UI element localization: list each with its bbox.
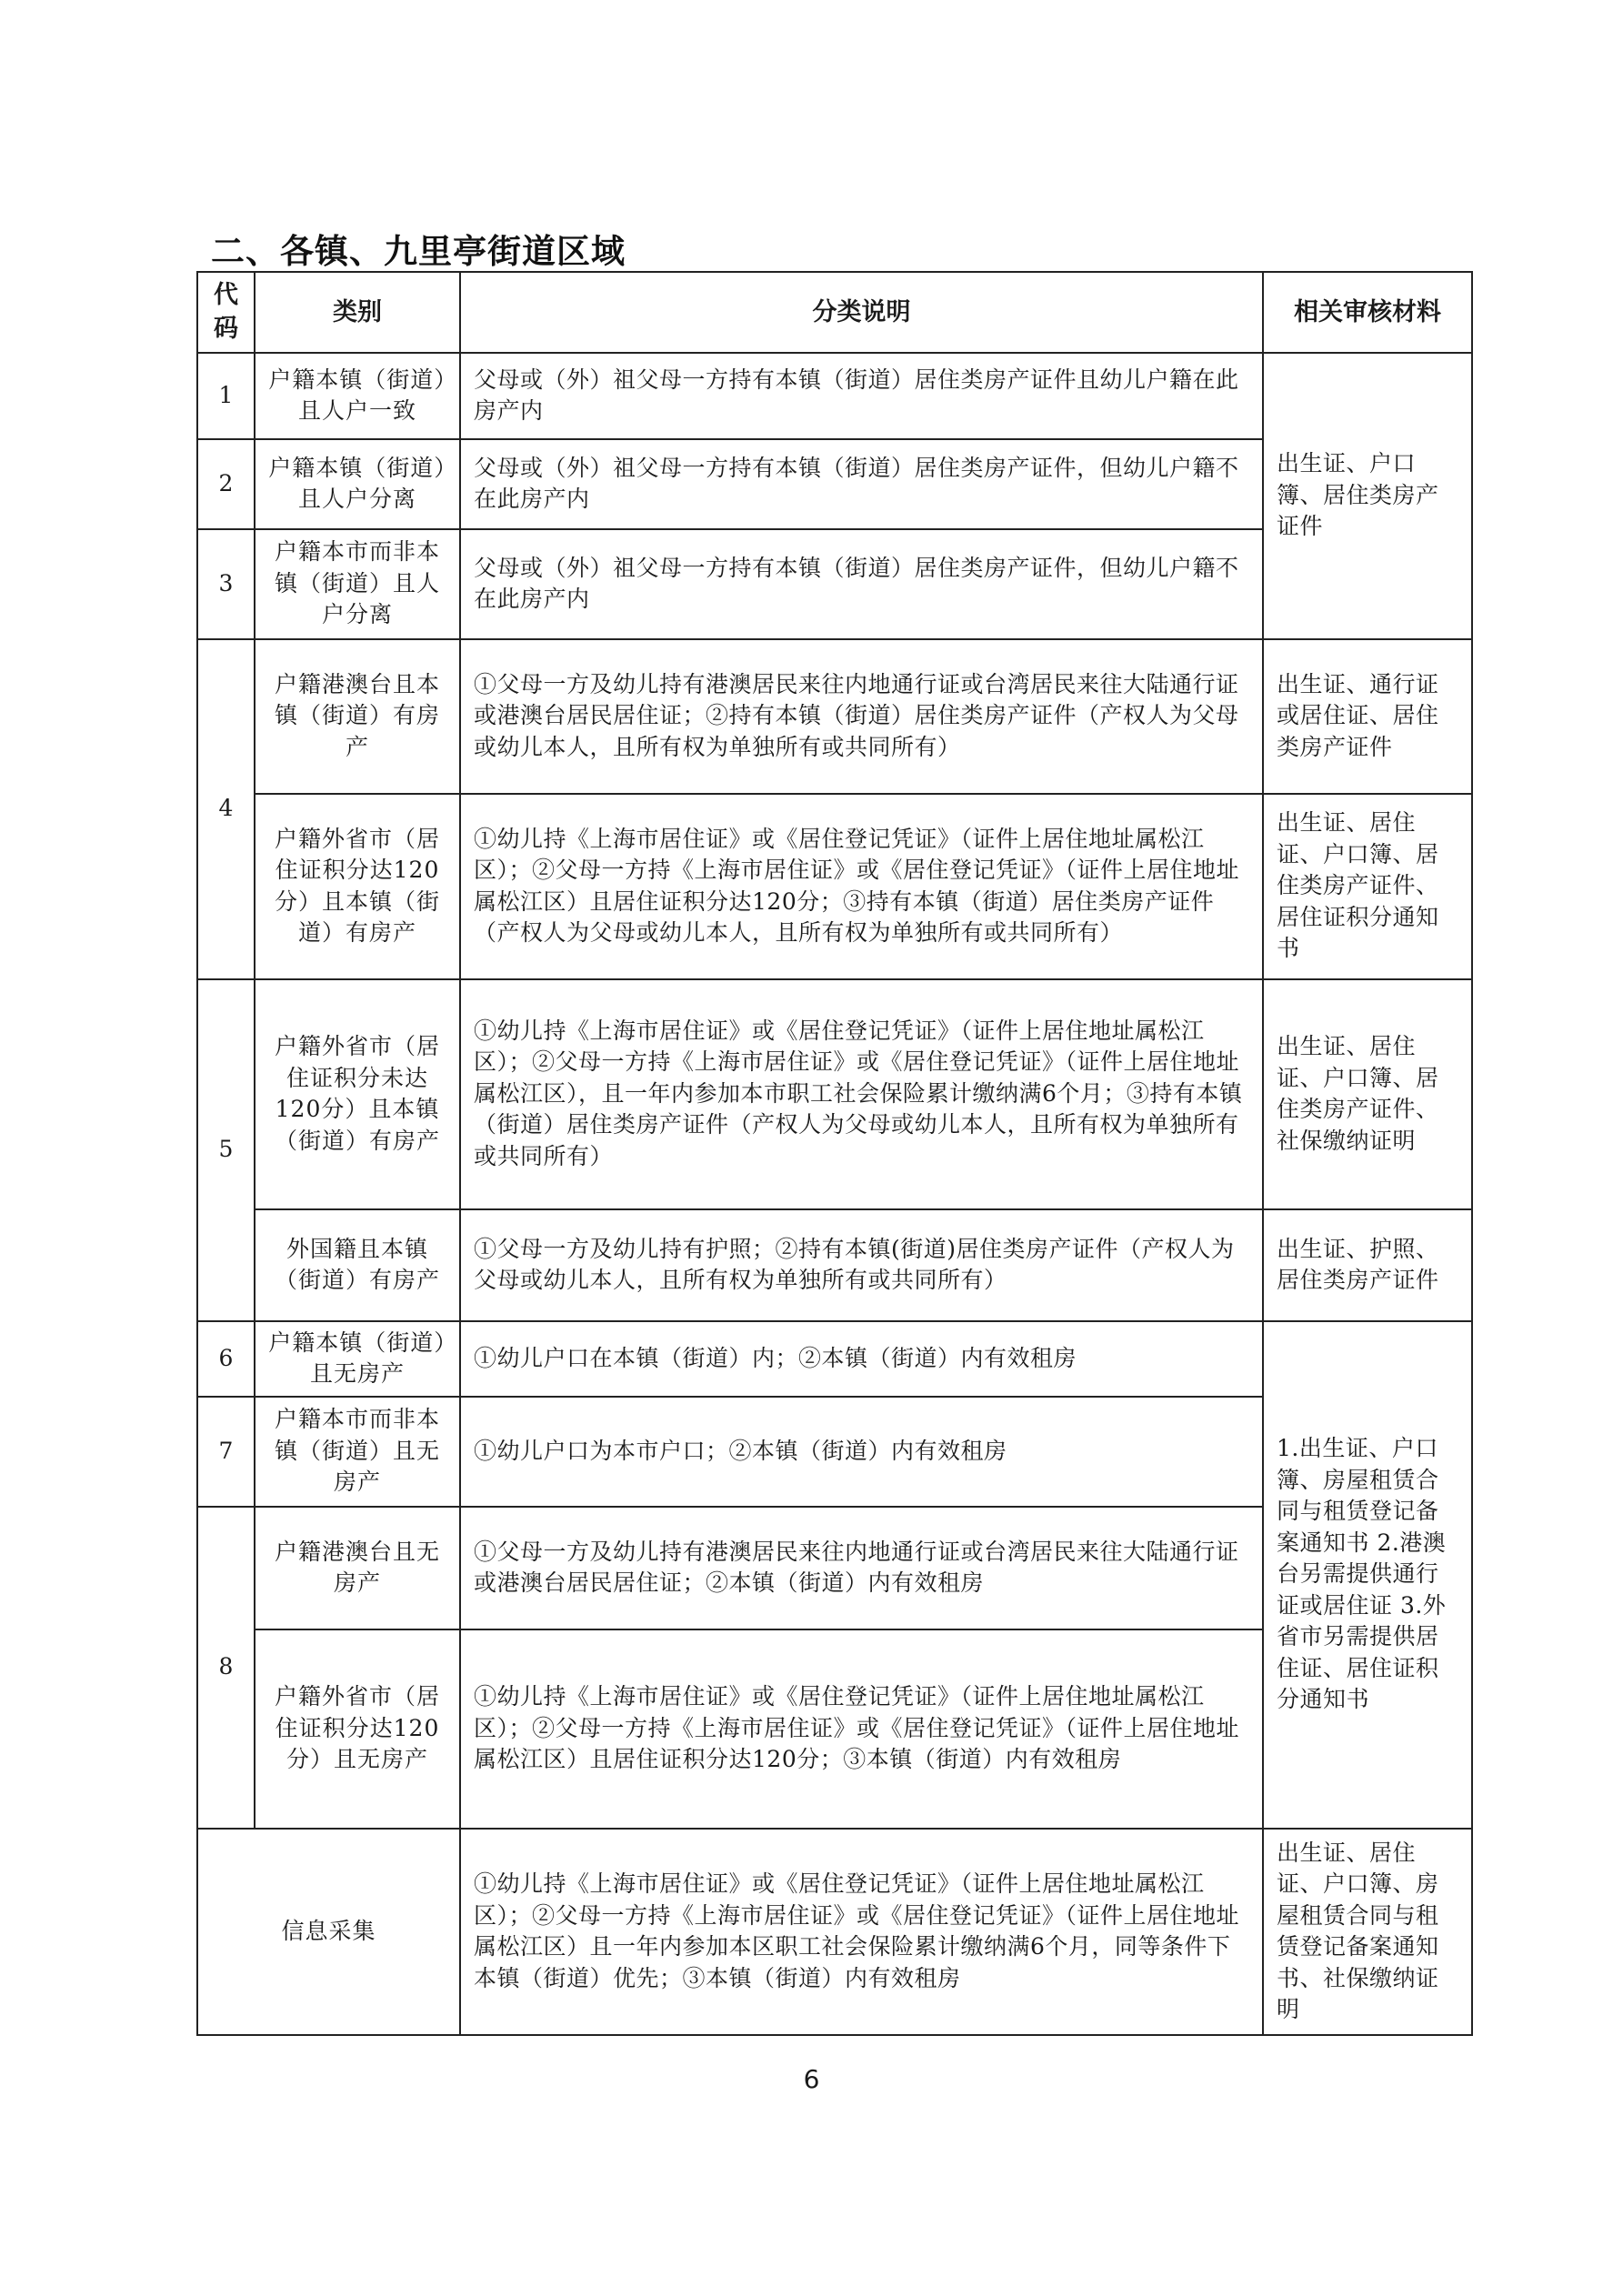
category-cell: 户籍本镇（街道）且人户一致 [255,353,460,439]
materials-cell: 出生证、通行证或居住证、居住类房产证件 [1263,639,1472,794]
header-materials: 相关审核材料 [1263,272,1472,353]
materials-cell: 出生证、居住证、户口簿、房屋租赁合同与租赁登记备案通知书、社保缴纳证明 [1263,1829,1472,2035]
category-cell: 户籍外省市（居住证积分达120分）且本镇（街道）有房产 [255,794,460,979]
category-cell: 户籍外省市（居住证积分未达120分）且本镇（街道）有房产 [255,979,460,1209]
category-cell: 户籍本市而非本镇（街道）且无房产 [255,1397,460,1507]
code-cell: 7 [197,1397,255,1507]
description-cell: ①幼儿户口在本镇（街道）内；②本镇（街道）内有效租房 [460,1321,1263,1397]
materials-cell: 出生证、居住证、户口簿、居住类房产证件、居住证积分通知书 [1263,794,1472,979]
header-description: 分类说明 [460,272,1263,353]
description-cell: 父母或（外）祖父母一方持有本镇（街道）居住类房产证件且幼儿户籍在此房产内 [460,353,1263,439]
category-cell: 外国籍且本镇（街道）有房产 [255,1209,460,1321]
materials-cell: 出生证、护照、居住类房产证件 [1263,1209,1472,1321]
materials-cell: 出生证、居住证、户口簿、居住类房产证件、社保缴纳证明 [1263,979,1472,1209]
description-cell: ①父母一方及幼儿持有港澳居民来往内地通行证或台湾居民来往大陆通行证或港澳台居民居住证；②本镇（街道）内有效租房 [460,1507,1263,1629]
description-cell: ①幼儿持《上海市居住证》或《居住登记凭证》（证件上居住地址属松江区）；②父母一方持《上海市居住证》或《居住登记凭证》（证件上居住地址属松江区）且一年内参加本区职工社会保险累计缴纳满6个月，同等条件下本镇（街道）优先；③本镇（街道）内有效租房 [460,1829,1263,2035]
code-cell: 2 [197,439,255,529]
table-row [197,639,1472,794]
description-cell: ①父母一方及幼儿持有护照；②持有本镇(街道)居住类房产证件（产权人为父母或幼儿本人，且所有权为单独所有或共同所有） [460,1209,1263,1321]
category-cell: 户籍港澳台且本镇（街道）有房产 [255,639,460,794]
table-row [197,1209,1472,1321]
info-collection-row [197,1829,1472,2035]
table-row [197,979,1472,1209]
code-cell: 3 [197,529,255,639]
description-cell: 父母或（外）祖父母一方持有本镇（街道）居住类房产证件，但幼儿户籍不在此房产内 [460,529,1263,639]
code-cell: 6 [197,1321,255,1397]
code-cell: 5 [197,979,255,1321]
admission-category-table [196,271,1473,2036]
table-row [197,353,1472,439]
description-cell: ①幼儿持《上海市居住证》或《居住登记凭证》（证件上居住地址属松江区）；②父母一方持《上海市居住证》或《居住登记凭证》（证件上居住地址属松江区）且居住证积分达120分；③本镇（街道）内有效租房 [460,1629,1263,1829]
page-number: 6 [803,2064,820,2094]
info-collection-label: 信息采集 [197,1829,460,2035]
table-header-row [197,272,1472,353]
category-cell: 户籍外省市（居住证积分达120分）且无房产 [255,1629,460,1829]
description-cell: ①幼儿持《上海市居住证》或《居住登记凭证》（证件上居住地址属松江区）；②父母一方持《上海市居住证》或《居住登记凭证》（证件上居住地址属松江区），且一年内参加本市职工社会保险累计缴纳满6个月；③持有本镇（街道）居住类房产证件（产权人为父母或幼儿本人，且所有权为单独所有或共同所有） [460,979,1263,1209]
category-cell: 户籍本镇（街道）且无房产 [255,1321,460,1397]
description-cell: ①父母一方及幼儿持有港澳居民来往内地通行证或台湾居民来往大陆通行证或港澳台居民居住证；②持有本镇（街道）居住类房产证件（产权人为父母或幼儿本人，且所有权为单独所有或共同所有） [460,639,1263,794]
section-heading: 二、各镇、九里亭街道区域 [211,232,626,271]
materials-cell: 1.出生证、户口簿、房屋租赁合同与租赁登记备案通知书 2.港澳台另需提供通行证或居住证 3.外省市另需提供居住证、居住证积分通知书 [1263,1321,1472,1829]
code-cell: 8 [197,1507,255,1829]
category-cell: 户籍港澳台且无房产 [255,1507,460,1629]
header-category: 类别 [255,272,460,353]
description-cell: ①幼儿持《上海市居住证》或《居住登记凭证》（证件上居住地址属松江区）；②父母一方持《上海市居住证》或《居住登记凭证》（证件上居住地址属松江区）且居住证积分达120分；③持有本镇（街道）居住类房产证件（产权人为父母或幼儿本人，且所有权为单独所有或共同所有） [460,794,1263,979]
table-row [197,1321,1472,1397]
header-code: 代码 [197,272,255,353]
code-cell: 1 [197,353,255,439]
materials-cell: 出生证、户口簿、居住类房产证件 [1263,353,1472,639]
code-cell: 4 [197,639,255,979]
category-cell: 户籍本市而非本镇（街道）且人户分离 [255,529,460,639]
table-row [197,794,1472,979]
description-cell: ①幼儿户口为本市户口；②本镇（街道）内有效租房 [460,1397,1263,1507]
description-cell: 父母或（外）祖父母一方持有本镇（街道）居住类房产证件，但幼儿户籍不在此房产内 [460,439,1263,529]
category-cell: 户籍本镇（街道）且人户分离 [255,439,460,529]
